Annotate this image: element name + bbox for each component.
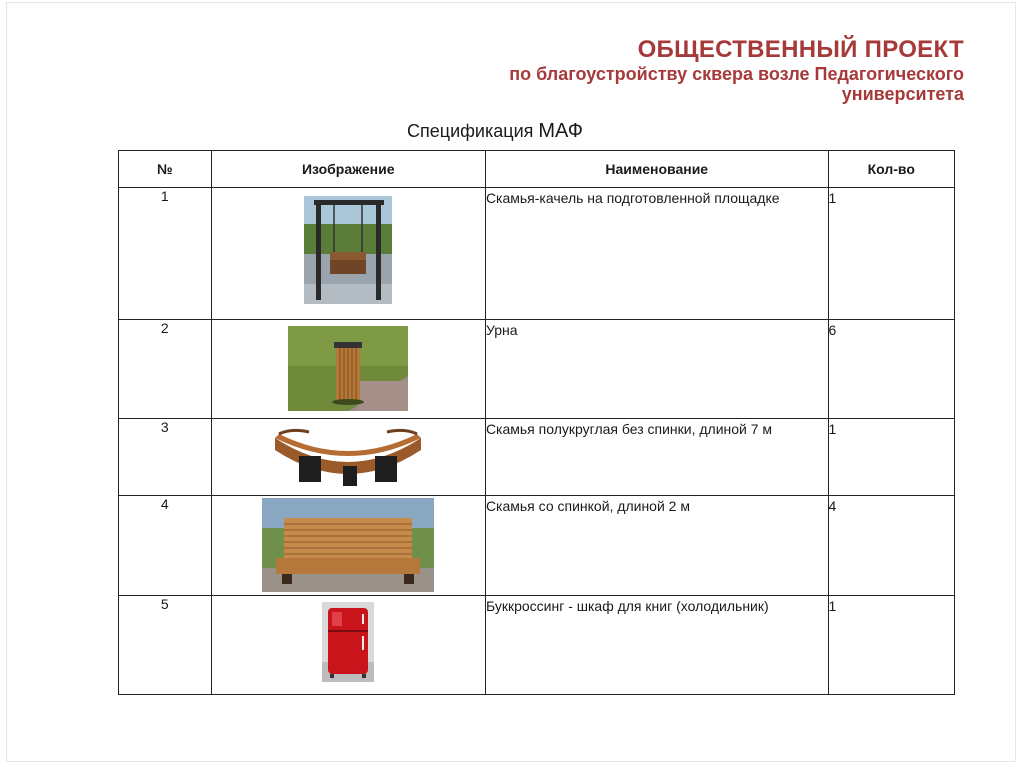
spec-heading-prefix: Спецификация	[407, 121, 539, 141]
header-name: Наименование	[485, 151, 828, 188]
page-title: ОБЩЕСТВЕННЫЙ ПРОЕКТ	[637, 36, 964, 63]
table-row	[119, 596, 955, 695]
row-name: Буккроссинг - шкаф для книг (холодильник)	[485, 596, 828, 695]
table-row	[119, 188, 955, 320]
bench-with-back-photo	[262, 498, 434, 592]
header-qty: Кол-во	[828, 151, 954, 188]
row-qty: 4	[828, 496, 954, 596]
row-image-cell	[211, 496, 485, 596]
row-num: 5	[119, 596, 212, 695]
row-num: 2	[119, 320, 212, 419]
page-subtitle-line-2: университета	[841, 84, 964, 104]
row-name: Урна	[485, 320, 828, 419]
row-qty: 1	[828, 419, 954, 496]
row-num: 1	[119, 188, 212, 320]
row-name: Скамья со спинкой, длиной 2 м	[485, 496, 828, 596]
row-image-cell	[211, 596, 485, 695]
trash-bin-photo	[288, 326, 408, 411]
row-num: 4	[119, 496, 212, 596]
table-row	[119, 496, 955, 596]
row-qty: 6	[828, 320, 954, 419]
title-block	[509, 36, 964, 104]
row-image-cell	[211, 320, 485, 419]
row-image-cell	[211, 419, 485, 496]
row-name: Скамья-качель на подготовленной площадке	[485, 188, 828, 320]
table-row	[119, 419, 955, 496]
semicircle-bench-photo	[271, 424, 425, 488]
row-name: Скамья полукруглая без спинки, длиной 7 м	[485, 419, 828, 496]
header-image: Изображение	[211, 151, 485, 188]
spec-heading	[407, 120, 583, 143]
row-image-cell	[211, 188, 485, 320]
fridge-bookcrossing-photo	[322, 602, 374, 682]
header-num: №	[119, 151, 212, 188]
table-header-row	[119, 151, 955, 188]
spec-heading-suffix: МАФ	[538, 120, 583, 142]
page-subtitle-line-1: по благоустройству сквера возле Педагогического	[509, 64, 964, 84]
swing-bench-photo	[304, 196, 392, 304]
row-qty: 1	[828, 188, 954, 320]
table-row	[119, 320, 955, 419]
row-num: 3	[119, 419, 212, 496]
spec-table	[118, 150, 955, 695]
row-qty: 1	[828, 596, 954, 695]
